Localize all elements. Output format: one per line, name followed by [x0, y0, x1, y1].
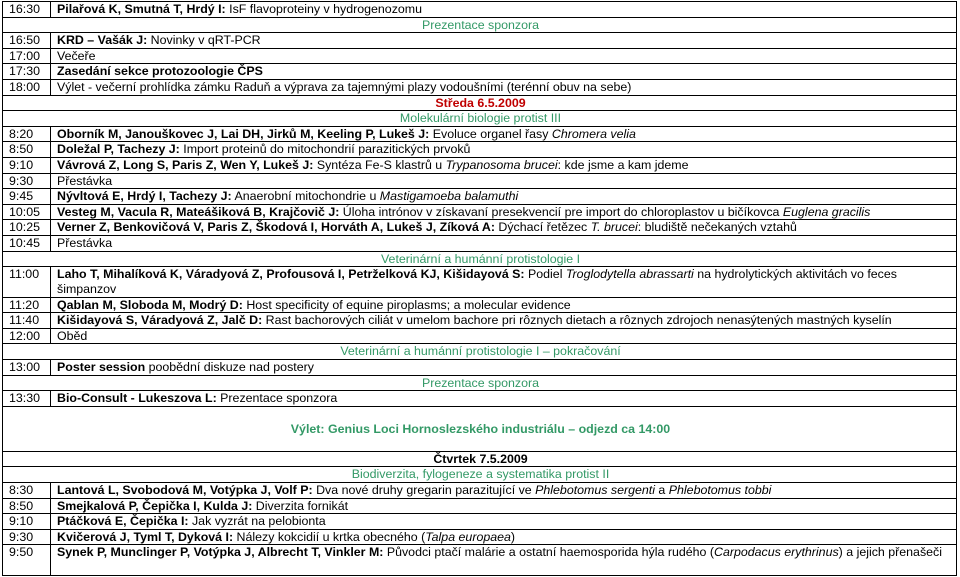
talk-title: Nálezy kokcidií u krtka obecného ( [233, 529, 426, 544]
table-row [3, 391, 957, 407]
talk-authors: Oborník M, Janouškovec J, Lai DH, Jirků M, Keeling P, Lukeš J: [57, 126, 430, 141]
talk-authors: Nývltová E, Hrdý I, Tachezy J: [57, 189, 232, 204]
table-row [3, 297, 957, 313]
talk-cell [51, 173, 957, 189]
talk-authors: Pilařová K, Smutná T, Hrdý I: [57, 2, 226, 16]
table-row [3, 406, 957, 451]
time-cell: 8:50 [3, 498, 51, 514]
table-row [3, 375, 957, 391]
talk-cell [51, 142, 957, 158]
talk-title: Import proteinů do mitochondrií parazitických prvoků [179, 142, 471, 157]
table-row [3, 33, 957, 49]
talk-title: Původci ptačí malárie a ostatní haemosporida hýla rudého ( [383, 545, 714, 560]
time-cell: 13:30 [3, 391, 51, 407]
talk-title-cont: ) [510, 529, 516, 544]
table-row [3, 48, 957, 64]
talk-authors: Kišidayová S, Váradyová Z, Jalč D: [57, 313, 263, 328]
time-cell: 11:40 [3, 313, 51, 329]
talk-cell [51, 514, 957, 530]
talk-cell [51, 267, 957, 298]
talk-title-cont: : kde jsme a kam jdeme [557, 157, 689, 172]
table-row [3, 142, 957, 158]
table-row [3, 157, 957, 173]
talk-authors: Verner Z, Benkovičová V, Paris Z, Škodová I, Horváth A, Lukeš J, Zíková A: [57, 220, 495, 235]
species-name: Mastigamoeba balamuthi [379, 189, 519, 204]
table-row [3, 64, 957, 80]
time-cell: 13:00 [3, 360, 51, 376]
time-cell: 9:10 [3, 157, 51, 173]
talk-title: Novinky v qRT-PCR [147, 33, 261, 48]
time-cell: 17:30 [3, 64, 51, 80]
talk-title: Diverzita fornikát [252, 498, 349, 513]
table-row [3, 17, 957, 33]
table-row [3, 467, 957, 483]
talk-authors: Vávrová Z, Long S, Paris Z, Wen Y, Lukeš J: [57, 157, 314, 172]
time-cell: 17:00 [3, 48, 51, 64]
talk-title: Podiel [524, 267, 566, 282]
table-row [3, 204, 957, 220]
talk-title: IsF flavoproteiny v hydrogenozomu [225, 2, 422, 16]
talk-cell [51, 64, 957, 80]
species-name: Trypanosoma brucei [445, 157, 558, 172]
table-row [3, 2, 957, 18]
talk-cell [51, 313, 957, 329]
species-name: Euglena gracilis [782, 204, 871, 219]
talk-authors: Synek P, Munclinger P, Votýpka J, Albrecht T, Vinkler M: [57, 545, 384, 560]
species-name: Talpa europaea [425, 529, 511, 544]
talk-title: Večeře [57, 48, 96, 63]
talk-cell [51, 126, 957, 142]
talk-authors: Vesteg M, Vacula R, Mateášiková B, Krajčovič J: [57, 204, 340, 219]
species-name: Phlebotomus tobbi [668, 483, 772, 498]
talk-authors: Qablan M, Sloboda M, Modrý D: [57, 297, 243, 312]
session-heading: Veterinární a humánní protistologie I [3, 251, 957, 267]
table-row [3, 545, 957, 576]
table-row [3, 95, 957, 111]
table-row [3, 79, 957, 95]
talk-authors: Lantová L, Svobodová M, Votýpka J, Volf P: [57, 483, 313, 498]
session-heading: Veterinární a humánní protistologie I – pokračování [3, 344, 957, 360]
talk-title: Anaerobní mitochondrie u [231, 189, 380, 204]
species-name: Troglodytella abrassarti [565, 267, 694, 282]
talk-title: Jak vyzrát na pelobionta [188, 514, 326, 529]
table-row [3, 235, 957, 251]
talk-cell [51, 328, 957, 344]
talk-title-cont: : bludiště nečekaných vztahů [637, 220, 797, 235]
table-row [3, 313, 957, 329]
time-cell: 11:00 [3, 267, 51, 298]
table-row [3, 328, 957, 344]
table-row [3, 529, 957, 545]
talk-cell [51, 545, 957, 576]
session-heading: Prezentace sponzora [3, 17, 957, 33]
table-row [3, 360, 957, 376]
species-name: Carpodacus erythrinus [714, 545, 839, 560]
day-heading: Čtvrtek 7.5.2009 [3, 451, 957, 467]
table-row [3, 483, 957, 499]
talk-title-cont: na hydrolytických aktivitách vo feces šimpanzov [57, 267, 897, 296]
time-cell: 9:30 [3, 173, 51, 189]
talk-title: Přestávka [57, 235, 113, 250]
table-row [3, 451, 957, 467]
talk-cell [51, 2, 957, 18]
talk-cell [51, 204, 957, 220]
time-cell: 8:30 [3, 483, 51, 499]
talk-authors: Ptáčková E, Čepička I: [57, 514, 189, 529]
talk-cell [51, 483, 957, 499]
talk-title: Přestávka [57, 173, 113, 188]
talk-cell [51, 157, 957, 173]
talk-cell [51, 79, 957, 95]
talk-title: Syntéza Fe-S klastrů u [313, 157, 446, 172]
time-cell: 9:30 [3, 529, 51, 545]
schedule-table [2, 1, 957, 576]
talk-title-cont: a [654, 483, 669, 498]
day-heading: Středa 6.5.2009 [3, 95, 957, 111]
session-heading: Molekulární biologie protist III [3, 111, 957, 127]
talk-cell [51, 360, 957, 376]
trip-heading: Výlet: Genius Loci Hornoslezského industriálu – odjezd ca 14:00 [3, 406, 957, 451]
talk-title: Úloha intrónov v získavaní presekvencií pre import do chloroplastov u bičíkovca [339, 204, 783, 219]
talk-title-cont: ) a jejich přenašeči [838, 545, 942, 560]
table-row [3, 344, 957, 360]
talk-authors: Kvičerová J, Tyml T, Dyková I: [57, 529, 234, 544]
time-cell: 16:30 [3, 2, 51, 18]
table-row [3, 220, 957, 236]
time-cell: 10:25 [3, 220, 51, 236]
talk-title: Oběd [57, 328, 88, 343]
table-row [3, 498, 957, 514]
table-row [3, 126, 957, 142]
talk-cell [51, 498, 957, 514]
talk-title: Host specificity of equine piroplasms; a molecular evidence [242, 297, 571, 312]
talk-authors: Zasedání sekce protozoologie ČPS [57, 64, 263, 79]
session-heading: Prezentace sponzora [3, 375, 957, 391]
table-row [3, 267, 957, 298]
time-cell: 9:50 [3, 545, 51, 576]
table-row [3, 173, 957, 189]
time-cell: 9:10 [3, 514, 51, 530]
talk-cell [51, 33, 957, 49]
table-row [3, 251, 957, 267]
schedule-body [3, 2, 957, 576]
talk-cell [51, 48, 957, 64]
time-cell: 12:00 [3, 328, 51, 344]
talk-authors: KRD – Vašák J: [57, 33, 148, 48]
talk-cell [51, 391, 957, 407]
species-name: Phlebotomus sergenti [535, 483, 655, 498]
time-cell: 8:20 [3, 126, 51, 142]
time-cell: 11:20 [3, 297, 51, 313]
talk-title: Prezentace sponzora [216, 391, 338, 406]
talk-cell [51, 220, 957, 236]
talk-authors: Bio-Consult - Lukeszova L: [57, 391, 217, 406]
species-name: T. brucei [590, 220, 638, 235]
talk-title: poobědní diskuze nad postery [145, 360, 314, 375]
talk-authors: Laho T, Mihalíková K, Váradyová Z, Profousová I, Petrželková KJ, Kišidayová S: [57, 267, 525, 282]
time-cell: 16:50 [3, 33, 51, 49]
table-row [3, 189, 957, 205]
talk-title: Výlet - večerní prohlídka zámku Raduň a výprava za tajemnými plazy vodoušními (terénní obuv na sebe) [57, 79, 632, 94]
talk-title: Dýchací řetězec [494, 220, 591, 235]
talk-title: Evoluce organel řasy [429, 126, 552, 141]
talk-cell [51, 529, 957, 545]
talk-cell [51, 189, 957, 205]
table-row [3, 514, 957, 530]
time-cell: 8:50 [3, 142, 51, 158]
talk-title: Rast bachorových ciliát v umelom bachore pri rôznych dietach a rôznych zdrojoch nenasýtených mastných kyselín [262, 313, 892, 328]
table-row [3, 111, 957, 127]
time-cell: 10:05 [3, 204, 51, 220]
session-heading: Biodiverzita, fylogeneze a systematika protist II [3, 467, 957, 483]
time-cell: 18:00 [3, 79, 51, 95]
talk-authors: Doležal P, Tachezy J: [57, 142, 180, 157]
talk-authors: Poster session [57, 360, 146, 375]
time-cell: 9:45 [3, 189, 51, 205]
talk-authors: Smejkalová P, Čepička I, Kulda J: [57, 498, 253, 513]
talk-cell [51, 297, 957, 313]
species-name: Chromera velia [551, 126, 636, 141]
time-cell: 10:45 [3, 235, 51, 251]
talk-cell [51, 235, 957, 251]
talk-title: Dva nové druhy gregarin parazitující ve [312, 483, 536, 498]
